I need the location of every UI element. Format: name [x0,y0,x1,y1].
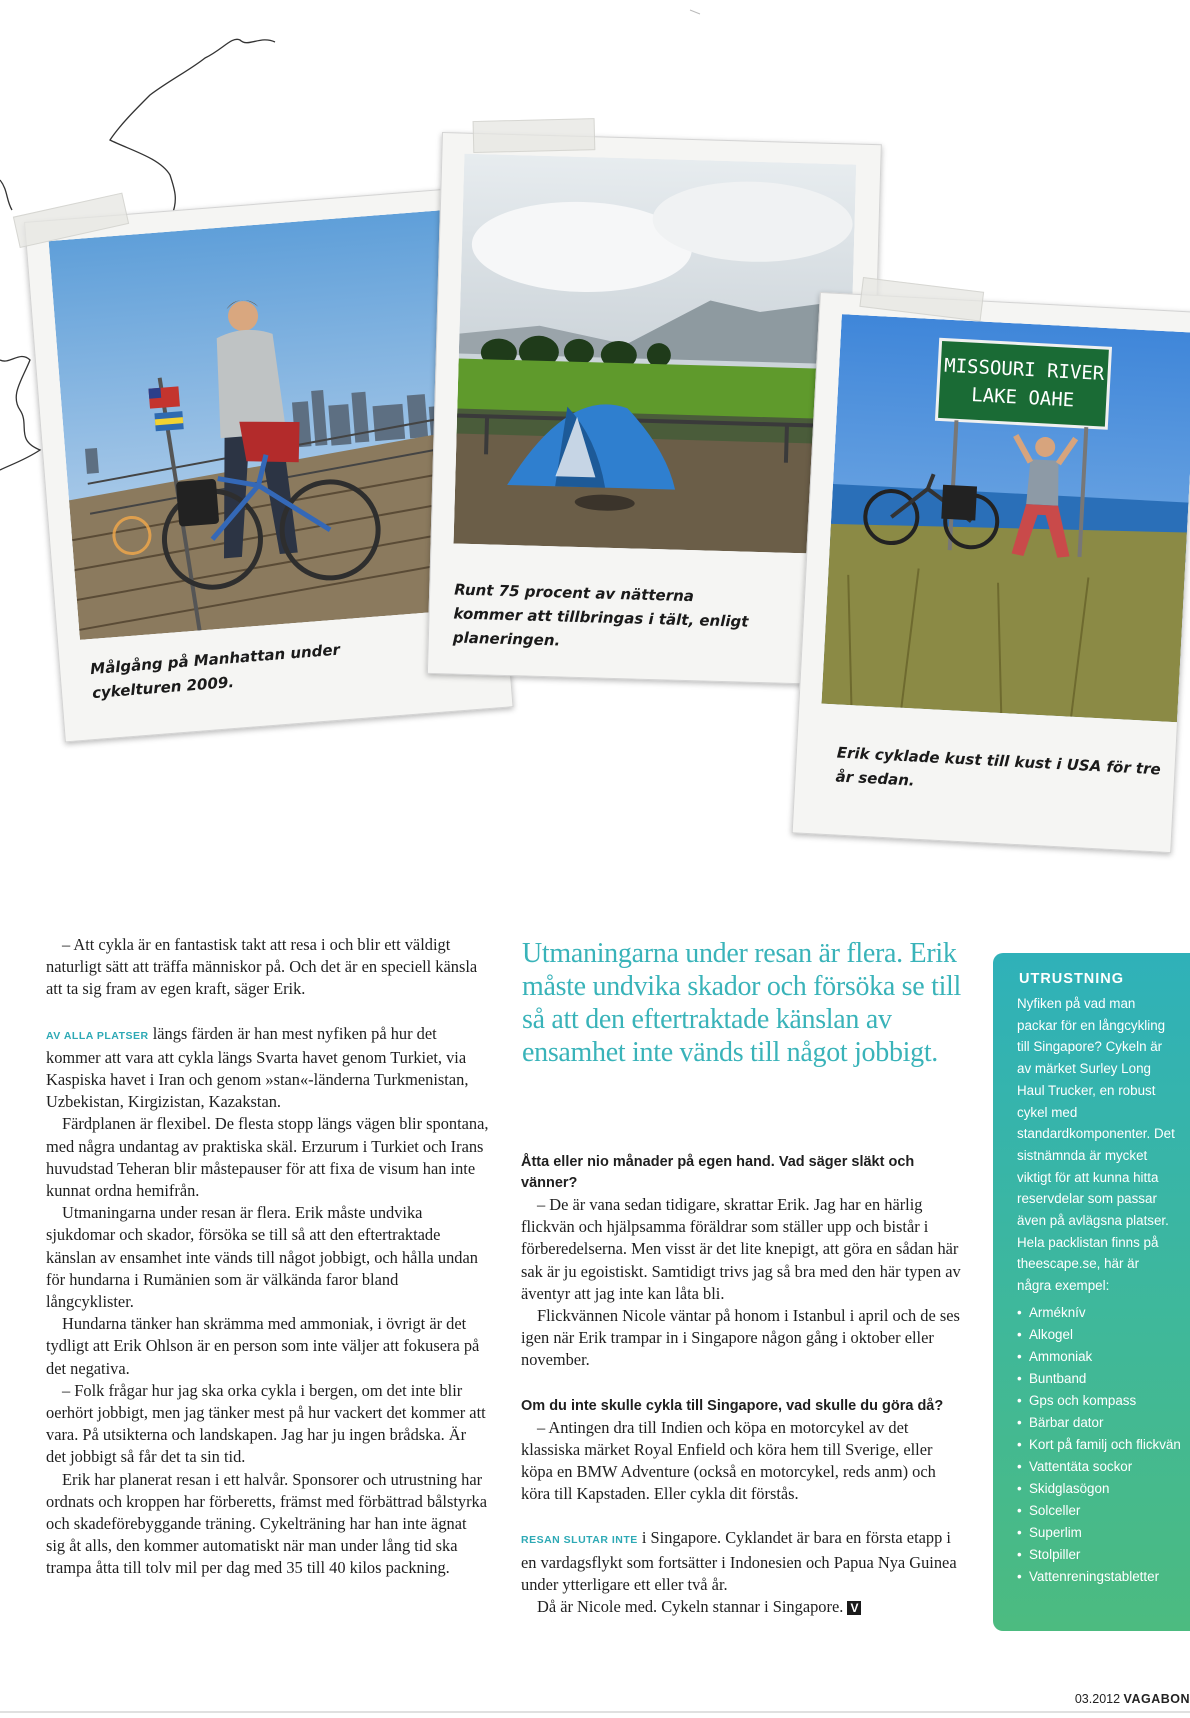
list-item: • Stolpiller [1017,1544,1182,1566]
col1-paragraph-7: Erik har planerat resan i ett halvår. Sponsorer och utrustning har ordnats och kroppen har förberetts, främst med förbättrad bålstyrka och skadeförebyggande träning. Cykelträning har han inte ägnat sig åt alls, den kommer automatiskt när man under lång tid ska trampa åtta till tolv mil per dag med 35 till 40 kilos packning. [46,1469,488,1578]
photo-tent-field [454,154,857,555]
list-item: • Solceller [1017,1500,1182,1522]
article-column-1 [46,934,489,1580]
article-column-2 [521,1128,967,1618]
list-item: • Vattentäta sockor [1017,1456,1182,1478]
col1-paragraph-5: Hundarna tänker han skrämma med ammoniak, i övrigt är det tydligt att Erik Ohlson är en person som inte väljer att fokusera på det negativa. [46,1314,480,1378]
bottom-edge-line [0,1711,1190,1713]
photo2-caption: Runt 75 procent av nätterna kommer att tillbringas i tält, enligt planeringen. [452,580,749,650]
col1-paragraph-1: – Att cykla är en fantastisk takt att resa i och blir ett väldigt naturligt sätt att träffa människor på. Och det är en speciell känsla att ta sig fram av egen kraft, säger Erik. [46,935,478,999]
list-item: • Arméknív [1017,1302,1182,1324]
issue-number: 03.2012 [1074,1692,1121,1706]
sidebar-body: Nyfiken på vad man packar för en långcykling till Singapore? Cykeln är av märket Surley Long Haul Trucker, en robust cykel med standardkomponenter. Det sistnämnda är mycket viktigt för att kunna hitta reservdelar som passar även på avlägsna platser. Hela packlistan finns på theescape.se, här är några exempel: [1017,996,1175,1294]
equipment-sidebar [993,953,1190,1631]
list-item: • Kort på familj och flickvän [1017,1434,1182,1456]
question-1: Åtta eller nio månader på egen hand. Vad säger släkt och vänner? [521,1154,915,1191]
list-item: • Alkogel [1017,1324,1182,1346]
answer-2: – Antingen dra till Indien och köpa en motorcykel av det klassiska märket Royal Enfield och köra hem till Sverige, eller köpa en BMW Adventure (också en motorcykel, reds anm) och köra till Kapstaden. Eller cykla dit förstås. [521,1417,936,1504]
equipment-list [1017,1302,1182,1588]
list-item: • Vattenreningstabletter [1017,1566,1182,1588]
tape-top-photo2 [473,118,596,153]
photo3-caption: Erik cyklade kust till kust i USA för tre år sedan. [835,743,1162,790]
col2-closing-paragraph: RESAN SLUTAR INTE i Singapore. Cyklandet är bara en första etapp i en vardagsflykt som fortsätter i Indonesien och Papua Nya Guinea under ytterligare ett eller två år. [521,1528,957,1594]
polaroid-photo-missouri [792,292,1190,853]
photo-missouri-sign [821,314,1190,722]
magazine-brand: VAGABON [1123,1692,1190,1706]
col1-paragraph-4: Utmaningarna under resan är flera. Erik måste undvika sjukdomar och skador, försöka se till så att den eftertraktade känslan av ensamhet inte vänds till något jobbigt, och hålla undan för hundarna i Rumänien som är välkända faror bland långcyklister. [46,1203,478,1312]
list-item: • Skidglasögon [1017,1478,1182,1500]
list-item: • Bärbar dator [1017,1412,1182,1434]
sign-text-line1: MISSOURI RIVER [943,354,1105,385]
answer-1: – De är vana sedan tidigare, skrattar Erik. Jag har en härlig flickvän och hjälpsamma föräldrar som ställer upp och bistår i förberedelserna. Men visst är det lite knepigt, att göra en sådan här sak är ju egoistiskt. Samtidigt trivs jag så bra med den här typen av äventyr att jag inte kan låta bli. [521,1195,961,1303]
col1-lead-in: AV ALLA PLATSER [46,1029,149,1042]
list-item: • Ammoniak [1017,1346,1182,1368]
col1-paragraph-6: – Folk frågar hur jag ska orka cykla i bergen, om det inte blir oerhört jobbigt, men jag tänker mest på hur vackert det kommer att vara. På utsikterna och landskapen. Jag har ju ingen brådska. Är det jobbigt så får det ta sin tid. [46,1380,486,1467]
page-footer [1075,1692,1190,1706]
col1-paragraph-2: AV ALLA PLATSER längs färden är han mest nyfiken på hur det kommer att vara att cykla längs Svarta havet genom Turkiet, via Kaspiska havet i Iran och genom »stan«-länderna Turkmenistan, Uzbekistan, Kirgizistan, Kazakstan. [46,1023,469,1112]
col1-paragraph-3: Färdplanen är flexibel. De flesta stopp längs vägen blir spontana, med några undantag av praktiska skäl. Erzurum i Turkiet och Irans huvudstad Teheran blir måstepauser för att fixa de visum han inte kunnat ordna hemifrån. [46,1114,489,1201]
col2-lead-in: RESAN SLUTAR INTE [521,1534,638,1547]
sidebar-title: UTRUSTNING [1019,971,1125,987]
pull-quote: Utmaningarna under resan är flera. Erik måste undvika skador och försöka se till så att den eftertraktade känslan av ensamhet inte vänds till något jobbigt. [522,938,962,1068]
list-item: • Superlim [1017,1522,1182,1544]
end-mark-icon: V [847,1601,861,1615]
sign-text-line2: LAKE OAHE [970,384,1075,412]
photo-cyclist-bridge [49,210,481,640]
list-item: • Gps och kompass [1017,1390,1182,1412]
col2-last-line: Då är Nicole med. Cykeln stannar i Singapore. V [521,1596,967,1618]
answer-1b: Flickvännen Nicole väntar på honom i Istanbul i april och de ses igen när Erik trampar in i Singapore någon gång i oktober eller november. [521,1306,960,1370]
photo1-caption: Målgång på Manhattan under cykelturen 2009. [89,640,341,703]
question-2: Om du inte skulle cykla till Singapore, vad skulle du göra då? [521,1397,944,1414]
list-item: • Buntband [1017,1368,1182,1390]
